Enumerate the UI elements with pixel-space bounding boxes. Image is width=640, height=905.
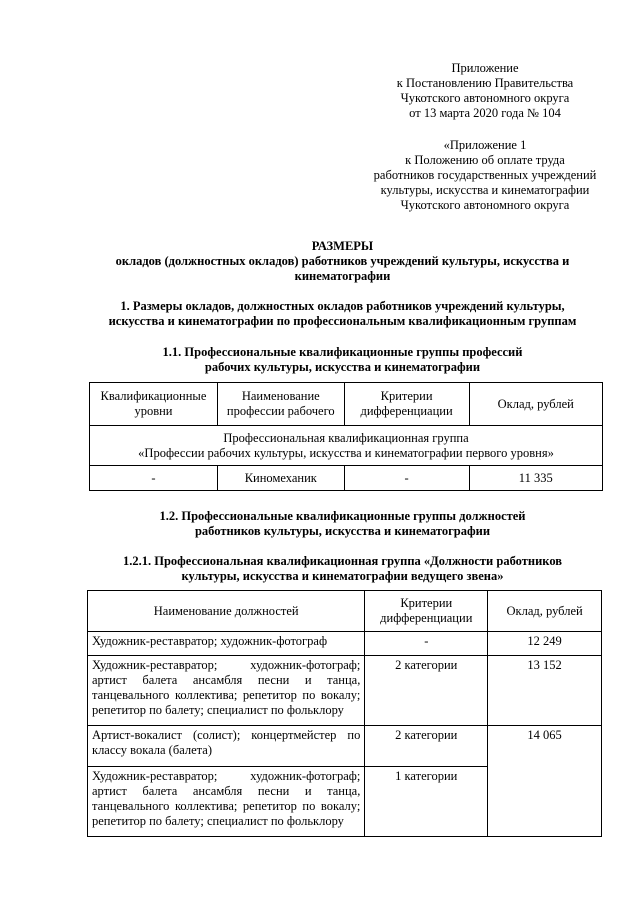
appendix-line: от 13 марта 2020 года № 104 [409,106,561,120]
section-1-1-heading [85,345,600,375]
document-title [90,239,595,284]
table-row [88,726,602,767]
section-line: 1. Размеры окладов, должностных окладов работников учреждений культуры, [120,299,565,313]
appendix1-line: работников государственных учреждений [373,168,597,182]
col-header-profession: Наименование профессии рабочего [217,383,344,426]
cell-criteria: 2 категории [365,656,488,726]
appendix1-line: к Положению об оплате труда [405,153,565,167]
cell-profession: Киномеханик [217,466,344,491]
cell-salary: 14 065 [488,726,602,837]
cell-criteria: - [344,466,469,491]
group-title-line: «Профессии рабочих культуры, искусства и кинематографии первого уровня» [138,445,554,460]
col-header-levels: Квалификационные уровни [90,383,218,426]
appendix-block [380,61,590,121]
col-header-criteria: Критерии дифференциации [365,591,488,632]
section-line: 1.2. Профессиональные квалификационные группы должностей [159,509,526,523]
title-line: окладов (должностных окладов) работников учреждений культуры, искусства и [115,254,570,268]
section-line: искусства и кинематографии по профессиональным квалификационным группам [108,314,577,328]
appendix1-line: культуры, искусства и кинематографии [380,183,590,197]
cell-salary: 13 152 [488,656,602,726]
qualification-table-1 [89,382,603,491]
table-group-row [90,426,603,466]
group-cell [90,426,603,466]
table-header-row [90,383,603,426]
cell-salary: 11 335 [469,466,603,491]
table-row [88,656,602,726]
section-line: рабочих культуры, искусства и кинематографии [204,360,481,374]
cell-criteria: 1 категории [365,767,488,837]
appendix-line: Приложение [451,61,519,75]
cell-positions: Художник-реставратор; художник-фотограф; артист балета ансамбля песни и танца, танцевального коллектива; репетитор по вокалу; репетитор по балету; специалист по фольклору [88,656,365,726]
qualification-table-2 [87,590,602,837]
cell-criteria: - [365,632,488,656]
appendix1-block [355,138,615,213]
section-1-heading [85,299,600,329]
section-line: работников культуры, искусства и кинематографии [194,524,491,538]
section-line: культуры, искусства и кинематографии ведущего звена» [181,569,504,583]
appendix1-line: «Приложение 1 [443,138,527,152]
appendix-line: Чукотского автономного округа [400,91,570,105]
cell-positions: Артист-вокалист (солист); концертмейстер по классу вокала (балета) [88,726,365,767]
section-line: 1.2.1. Профессиональная квалификационная группа «Должности работников [122,554,563,568]
cell-level: - [90,466,218,491]
cell-positions: Художник-реставратор; художник-фотограф [88,632,365,656]
col-header-salary: Оклад, рублей [488,591,602,632]
section-1-2-1-heading [85,554,600,584]
table-header-row [88,591,602,632]
table-row [90,466,603,491]
group-title-line: Профессиональная квалификационная группа [223,430,469,445]
col-header-salary: Оклад, рублей [469,383,603,426]
col-header-criteria: Критерии дифференциации [344,383,469,426]
col-header-positions: Наименование должностей [88,591,365,632]
appendix-line: к Постановлению Правительства [396,76,574,90]
section-1-2-heading [85,509,600,539]
table-row [88,632,602,656]
section-line: 1.1. Профессиональные квалификационные группы профессий [162,345,523,359]
appendix1-line: Чукотского автономного округа [400,198,570,212]
cell-positions: Художник-реставратор; художник-фотограф; артист балета ансамбля песни и танца, танцевального коллектива; репетитор по вокалу; репетитор по балету; специалист по фольклору [88,767,365,837]
title-heading: РАЗМЕРЫ [311,239,374,253]
title-line: кинематографии [294,269,391,283]
cell-salary: 12 249 [488,632,602,656]
cell-criteria: 2 категории [365,726,488,767]
